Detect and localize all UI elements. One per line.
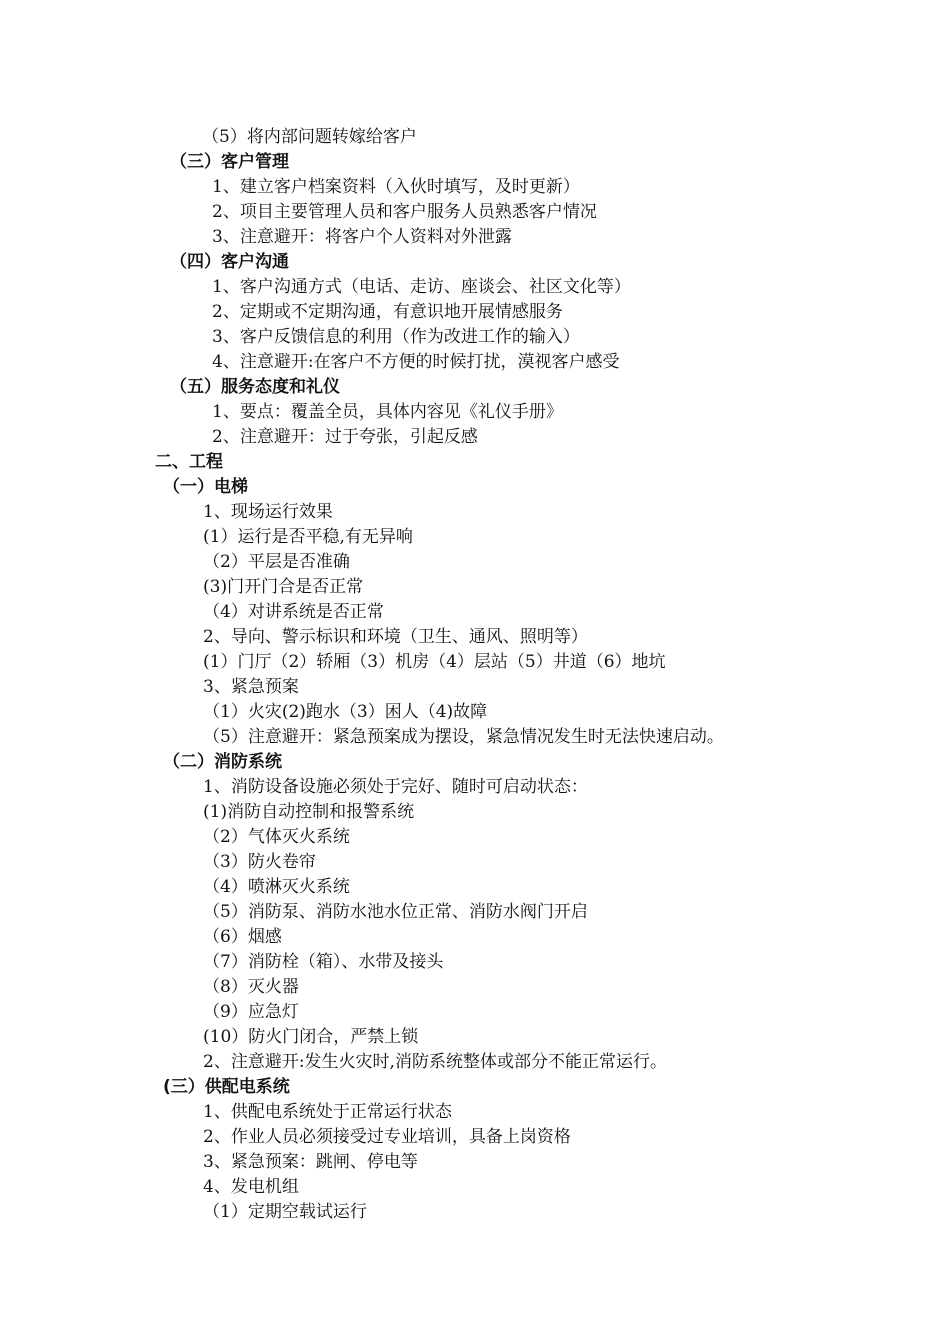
text-line: （3）防火卷帘	[203, 852, 316, 872]
text-line: （1）定期空载试运行	[203, 1202, 367, 1222]
section-heading: （三）客户管理	[170, 152, 289, 172]
text-line: （5）消防泵、消防水池水位正常、消防水阀门开启	[203, 902, 588, 922]
text-line: 3、紧急预案：跳闸、停电等	[203, 1152, 418, 1172]
text-line: （9）应急灯	[203, 1002, 299, 1022]
text-line: 2、项目主要管理人员和客户服务人员熟悉客户情况	[212, 202, 597, 222]
text-line: (1）门厅（2）轿厢（3）机房（4）层站（5）井道（6）地坑	[203, 652, 666, 672]
text-line: （5）注意避开：紧急预案成为摆设，紧急情况发生时无法快速启动。	[203, 727, 724, 747]
section-heading: （一）电梯	[163, 477, 248, 497]
text-line: （2）平层是否准确	[203, 552, 350, 572]
text-line: （6）烟感	[203, 927, 282, 947]
section-heading: （四）客户沟通	[170, 252, 289, 272]
text-line: 2、注意避开:发生火灾时,消防系统整体或部分不能正常运行。	[203, 1052, 667, 1072]
text-line: （8）灭火器	[203, 977, 299, 997]
text-line: (3)门开门合是否正常	[203, 577, 364, 597]
text-line: （7）消防栓（箱）、水带及接头	[203, 952, 444, 972]
text-line: （5）将内部问题转嫁给客户	[202, 127, 417, 147]
text-line: 2、定期或不定期沟通，有意识地开展情感服务	[212, 302, 563, 322]
text-line: 3、客户反馈信息的利用（作为改进工作的输入）	[212, 327, 580, 347]
section-heading: （二）消防系统	[163, 752, 282, 772]
text-line: 2、导向、警示标识和环境（卫生、通风、照明等）	[203, 627, 588, 647]
chapter-heading: 二、工程	[155, 452, 223, 472]
text-line: 4、注意避开:在客户不方便的时候打扰，漠视客户感受	[212, 352, 620, 372]
text-line: 3、注意避开：将客户个人资料对外泄露	[212, 227, 512, 247]
text-line: 2、注意避开：过于夸张，引起反感	[212, 427, 478, 447]
text-line: （4）对讲系统是否正常	[203, 602, 384, 622]
section-heading: (三）供配电系统	[163, 1077, 290, 1097]
text-line: （2）气体灭火系统	[203, 827, 350, 847]
text-line: (10）防火门闭合，严禁上锁	[203, 1027, 419, 1047]
text-line: 1、客户沟通方式（电话、走访、座谈会、社区文化等）	[212, 277, 631, 297]
text-line: （1）火灾(2)跑水（3）困人（4)故障	[203, 702, 488, 722]
text-line: （4）喷淋灭火系统	[203, 877, 350, 897]
text-line: (1）运行是否平稳,有无异响	[203, 527, 413, 547]
text-line: 3、紧急预案	[203, 677, 299, 697]
text-line: 2、作业人员必须接受过专业培训，具备上岗资格	[203, 1127, 571, 1147]
text-line: 1、现场运行效果	[203, 502, 333, 522]
text-line: 1、建立客户档案资料（入伙时填写，及时更新）	[212, 177, 580, 197]
text-line: 1、要点：覆盖全员，具体内容见《礼仪手册》	[212, 402, 563, 422]
section-heading: （五）服务态度和礼仪	[170, 377, 340, 397]
text-line: 1、消防设备设施必须处于完好、随时可启动状态：	[203, 777, 588, 797]
text-line: 4、发电机组	[203, 1177, 299, 1197]
text-line: 1、供配电系统处于正常运行状态	[203, 1102, 452, 1122]
text-line: (1)消防自动控制和报警系统	[203, 802, 415, 822]
